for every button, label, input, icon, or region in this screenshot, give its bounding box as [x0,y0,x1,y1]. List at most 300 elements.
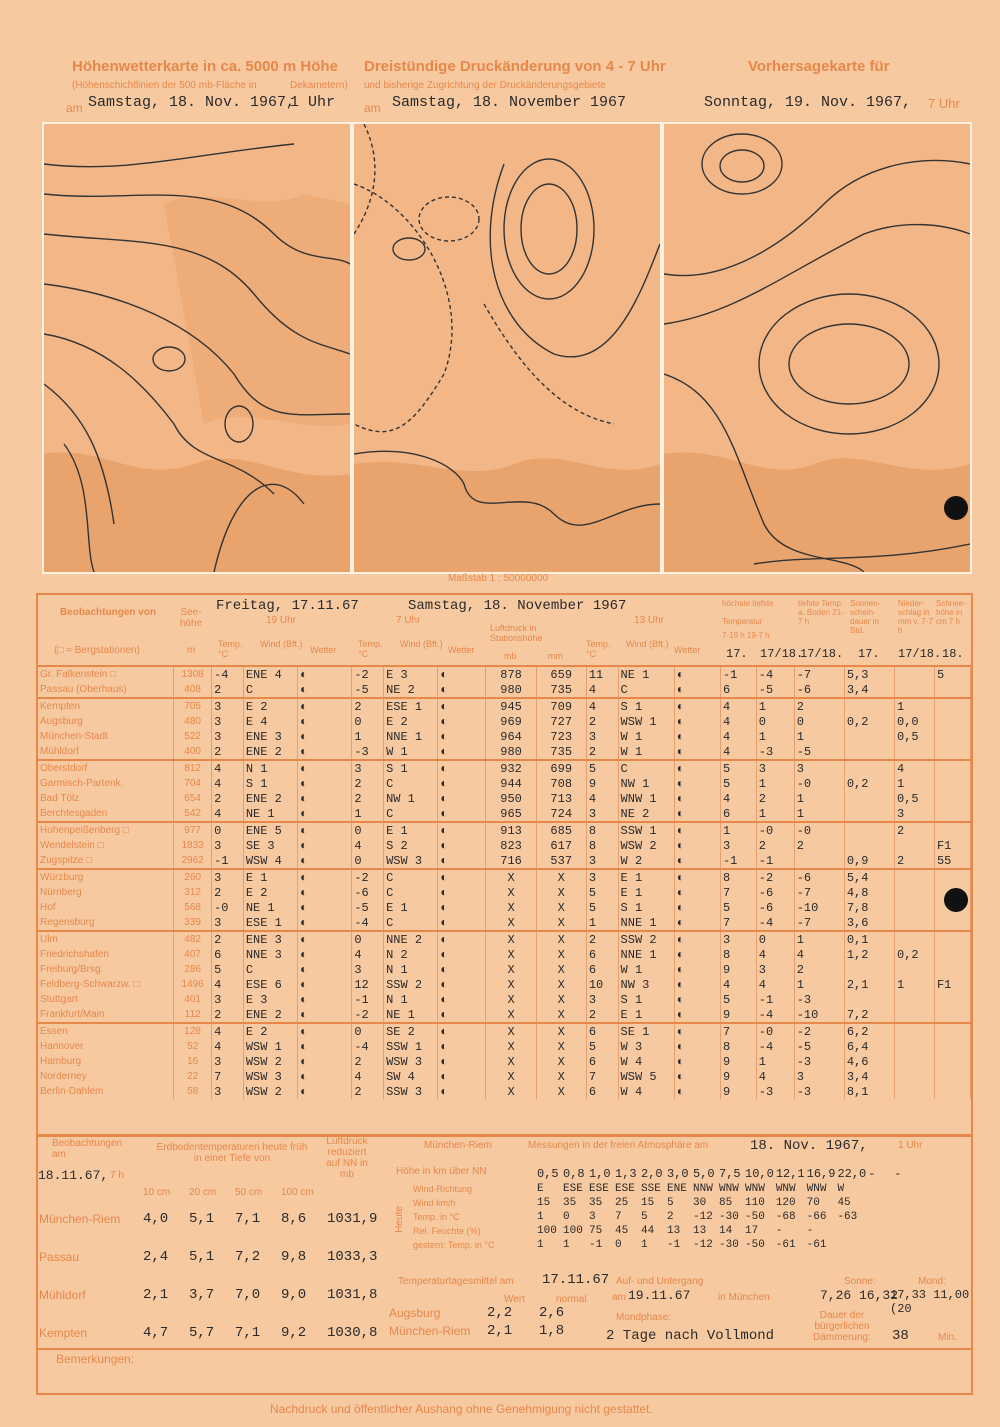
soil-depth: 50 cm [235,1186,263,1198]
station-hi: 7 [720,1023,756,1039]
weather-symbol-icon: ◐ [298,915,352,931]
aloft-value: 1 [641,1239,648,1251]
weather-symbol-icon: ◐ [298,947,352,962]
station-s13w: W 4 [618,1054,674,1069]
station-mm: X [536,931,586,947]
station-rain [895,1084,935,1099]
soil-temp: 2,4 [143,1249,169,1265]
station-sun: 7,8 [844,900,894,915]
station-elev: 16 [174,1054,212,1069]
upper-map-date: Samstag, 18. Nov. 1967, [88,94,296,111]
station-s13w: NE 2 [618,806,674,822]
station-ft: 3 [212,1054,244,1069]
station-hi: 4 [720,977,756,992]
station-snow [934,698,970,714]
aloft-value: -1 [667,1239,681,1251]
soil-row [38,1276,378,1314]
station-snow [934,915,970,931]
tagesmittel-normal: normal [556,1294,587,1305]
upper-map-title: Höhenwetterkarte in ca. 5000 m Höhe [72,58,338,75]
upper-air-map [42,122,352,574]
station-mb: 965 [486,806,536,822]
station-s7t: -2 [352,869,384,885]
station-name: Zugspitze □ [38,853,174,869]
station-s13t: 4 [586,791,618,806]
station-ft: 3 [212,729,244,744]
aloft-row [412,1196,919,1210]
weather-symbol-icon: ◐ [438,853,486,869]
soil-pressure: 1033,3 [327,1249,378,1265]
station-hi: 9 [720,962,756,977]
station-s7t: 4 [352,1069,384,1084]
station-rain: 1 [895,698,935,714]
station-mm: X [536,915,586,931]
station-s13t: 10 [586,977,618,992]
station-sun: 2,1 [844,977,894,992]
weather-symbol-icon: ◐ [674,1054,720,1069]
weather-symbol-icon: ◐ [674,729,720,744]
station-row [38,714,971,729]
station-hi: 5 [720,992,756,1007]
station-s7t: 2 [352,1084,384,1099]
station-name: Augsburg [38,714,174,729]
upper-map-subtitle: (Höhenschichtlinien der 500 mb-Fläche in [72,80,257,91]
station-name: Passau (Oberhaus) [38,682,174,698]
station-s13t: 2 [586,714,618,729]
station-hi: 4 [720,714,756,729]
aloft-value: 85 [719,1197,733,1209]
station-hi: 4 [720,791,756,806]
station-fw: C [243,682,297,698]
station-mm: X [536,885,586,900]
weather-symbol-icon: ◐ [438,744,486,760]
station-snow [934,947,970,962]
station-s13t: 2 [586,744,618,760]
station-lo: 1 [756,729,794,744]
col-hoechste: höchste tiefste [722,599,774,608]
weather-symbol-icon: ◐ [674,791,720,806]
station-s13w: S 1 [618,900,674,915]
station-ft: 3 [212,698,244,714]
soil-temp: 7,2 [235,1249,261,1265]
station-s13t: 4 [586,682,618,698]
col-wind-sat13: Wind (Bft.) [626,639,669,649]
aloft-heute: Heute [394,1206,405,1233]
station-elev: 52 [174,1039,212,1054]
soil-obs-time: 7 h [110,1170,124,1181]
weather-symbol-icon: ◐ [298,760,352,776]
station-ft: 2 [212,682,244,698]
soil-temp: 5,1 [189,1211,215,1227]
weather-symbol-icon: ◐ [674,838,720,853]
aloft-value [867,1182,893,1196]
station-snow [934,931,970,947]
station-sun: 8,1 [844,1084,894,1099]
station-s7t: 2 [352,1054,384,1069]
station-elev: 400 [174,744,212,760]
station-mm: 659 [536,666,586,682]
station-s13w: WSW 1 [618,714,674,729]
station-row [38,900,971,915]
col-tiefste-boden: tiefste Temp. a. Boden 21-7 h [798,599,844,626]
station-lo: -6 [756,900,794,915]
col-temp-fri: Temp. °C [218,639,243,659]
station-elev: 522 [174,729,212,744]
soil-table [38,1184,378,1352]
station-hi: 5 [720,900,756,915]
station-mb: 716 [486,853,536,869]
station-s13t: 5 [586,900,618,915]
station-lo: 2 [756,791,794,806]
aloft-row [412,1224,919,1238]
station-mm: X [536,1007,586,1023]
station-s7t: 0 [352,714,384,729]
station-ft: 2 [212,744,244,760]
station-s7t: -5 [352,682,384,698]
phase-label: Mondphase: [616,1312,672,1323]
station-hi: -1 [720,666,756,682]
station-fw: WSW 4 [243,853,297,869]
station-mb: 964 [486,729,536,744]
station-ft: 3 [212,869,244,885]
station-sun: 0,2 [844,714,894,729]
station-mb: X [486,962,536,977]
col-mm: mm [548,651,563,661]
aloft-value: 35 [563,1197,577,1209]
station-hi: 5 [720,776,756,791]
station-ft: 3 [212,838,244,853]
station-elev: 2962 [174,853,212,869]
aloft-value: 30 [693,1197,707,1209]
aloft-value [867,1238,893,1252]
station-s7w: ESE 1 [384,698,438,714]
station-mm: 727 [536,714,586,729]
map-scale: Maßstab 1 : 50000000 [448,573,549,584]
forecast-map-title: Vorhersagekarte für [748,58,890,75]
station-s13t: 11 [586,666,618,682]
station-bd: 2 [794,698,844,714]
weather-symbol-icon: ◐ [674,682,720,698]
weather-symbol-icon: ◐ [298,1007,352,1023]
station-s7w: C [384,885,438,900]
col-wetter-sat7: Wetter [448,645,475,655]
station-s7w: SSW 1 [384,1039,438,1054]
aloft-height: - [894,1167,902,1181]
station-s7w: E 3 [384,666,438,682]
station-s7t: 12 [352,977,384,992]
station-snow [934,791,970,806]
aloft-value: -50 [745,1211,765,1223]
station-lo: 0 [756,714,794,729]
station-mb: X [486,947,536,962]
friday-time: 19 Uhr [266,615,297,626]
aloft-height: 12,1 [775,1167,805,1181]
weather-symbol-icon: ◐ [298,729,352,744]
station-ft: 0 [212,822,244,838]
weather-symbol-icon: ◐ [298,900,352,915]
station-lo: 0 [756,931,794,947]
station-mb: X [486,1007,536,1023]
soil-row [38,1314,378,1352]
station-bd: -5 [794,744,844,760]
bottom-panel [36,1134,973,1395]
weather-symbol-icon: ◐ [298,977,352,992]
soil-pressure: 1030,8 [327,1325,378,1341]
station-s13t: 3 [586,729,618,744]
station-mb: X [486,900,536,915]
weather-symbol-icon: ◐ [438,1054,486,1069]
aloft-value: ESE [589,1183,609,1195]
aloft-value [893,1224,919,1238]
aloft-title: Messungen in der freien Atmosphäre am [528,1140,709,1151]
station-elev: 977 [174,822,212,838]
forecast-map-date: Sonntag, 19. Nov. 1967, [704,94,912,111]
aloft-value: ENE [667,1183,687,1195]
station-snow [934,1007,970,1023]
aloft-value: 1 [563,1239,570,1251]
station-lo: 3 [756,760,794,776]
aloft-value: NNW [693,1183,713,1195]
station-hi: 5 [720,760,756,776]
sonne-label: Sonne: [844,1276,876,1287]
station-s13w: NW 1 [618,776,674,791]
weather-symbol-icon: ◐ [298,744,352,760]
station-row [38,791,971,806]
aloft-value: ESE [615,1183,635,1195]
aloft-value: 5 [667,1197,674,1209]
aloft-value: 13 [667,1225,681,1237]
weather-symbol-icon: ◐ [674,698,720,714]
station-hi: 6 [720,806,756,822]
station-name: Oberstdorf [38,760,174,776]
tagesmittel-w: 2,2 [487,1305,513,1321]
sunmoon-label: Auf- und Untergang [616,1276,704,1287]
station-s13w: W 4 [618,1084,674,1099]
aloft-value: 5 [641,1211,648,1223]
station-elev: 286 [174,962,212,977]
aloft-value: 0 [615,1239,622,1251]
station-hi: 1 [720,822,756,838]
station-s7t: -4 [352,1039,384,1054]
station-snow [934,729,970,744]
aloft-height: - [868,1167,876,1181]
station-hi: 7 [720,885,756,900]
station-name: Hannover [38,1039,174,1054]
station-bd: -6 [794,682,844,698]
station-elev: 704 [174,776,212,791]
upper-map-time: 1 Uhr [290,94,336,111]
weather-symbol-icon: ◐ [438,776,486,791]
station-s7t: -2 [352,1007,384,1023]
station-mb: 950 [486,791,536,806]
aloft-value: -30 [719,1239,739,1251]
station-rain: 3 [895,806,935,822]
soil-temp: 7,1 [235,1211,261,1227]
col-nieder: Nieder-schlag in mm v. 7-7 h [898,599,933,635]
station-bd: 0 [794,714,844,729]
station-sun: 3,4 [844,1069,894,1084]
weather-symbol-icon: ◐ [674,1007,720,1023]
station-hi: 9 [720,1069,756,1084]
station-bd: -0 [794,822,844,838]
weather-symbol-icon: ◐ [438,900,486,915]
station-s13w: SE 1 [618,1023,674,1039]
weather-symbol-icon: ◐ [674,776,720,791]
station-s13t: 6 [586,1054,618,1069]
station-bd: -7 [794,885,844,900]
station-s7w: NE 2 [384,682,438,698]
aloft-value: WNW [719,1183,739,1195]
aloft-value: 7 [615,1211,622,1223]
station-mm: 724 [536,806,586,822]
station-hi: 4 [720,729,756,744]
station-s13w: W 1 [618,729,674,744]
station-s7w: N 1 [384,992,438,1007]
aloft-value: 45 [615,1225,629,1237]
station-name: Essen [38,1023,174,1039]
station-row [38,744,971,760]
station-fw: ENE 2 [243,791,297,806]
weather-symbol-icon: ◐ [438,1007,486,1023]
weather-symbol-icon: ◐ [438,962,486,977]
station-mm: X [536,977,586,992]
aloft-value: 1 [537,1239,544,1251]
station-mb: 980 [486,744,536,760]
station-fw: E 2 [243,1023,297,1039]
soil-station: München-Riem [39,1212,121,1226]
weather-symbol-icon: ◐ [298,791,352,806]
soil-row [38,1238,378,1276]
station-rain [895,915,935,931]
weather-symbol-icon: ◐ [674,915,720,931]
station-snow [934,776,970,791]
station-row [38,698,971,714]
soil-temp: 5,1 [189,1249,215,1265]
aloft-station: München-Riem [424,1140,492,1151]
aloft-value: 3 [589,1211,596,1223]
weather-symbol-icon: ◐ [298,666,352,682]
station-row [38,1084,971,1099]
tagesmittel-w: 2,1 [487,1323,513,1339]
mond-value: 17,33 11,00 (20 [890,1288,970,1316]
weather-symbol-icon: ◐ [298,776,352,791]
station-s7t: 1 [352,806,384,822]
aloft-value: 35 [589,1197,603,1209]
station-ft: -4 [212,666,244,682]
station-fw: E 3 [243,992,297,1007]
station-s13w: S 1 [618,698,674,714]
soil-station: Kempten [39,1326,88,1340]
station-elev: 260 [174,869,212,885]
tagesmittel-label: Temperaturtagesmittel am [398,1276,514,1287]
station-ft: 4 [212,806,244,822]
aloft-value [893,1196,919,1210]
station-s7w: SE 2 [384,1023,438,1039]
station-s13t: 6 [586,962,618,977]
tagesmittel-wert: Wert [504,1294,525,1305]
aloft-value [867,1210,893,1224]
weather-symbol-icon: ◐ [438,992,486,1007]
station-s7w: NNE 2 [384,931,438,947]
weather-symbol-icon: ◐ [298,992,352,1007]
station-elev: 112 [174,1007,212,1023]
station-row [38,977,971,992]
station-s13t: 1 [586,915,618,931]
station-fw: E 2 [243,698,297,714]
friday-date: Freitag, 17.11.67 [216,598,359,614]
weather-symbol-icon: ◐ [674,1023,720,1039]
soil-row [38,1200,378,1238]
station-ft: 2 [212,1007,244,1023]
aloft-row [412,1210,919,1224]
station-s7t: -1 [352,992,384,1007]
station-rain: 0,5 [895,791,935,806]
station-s7t: 3 [352,760,384,776]
soil-pressure-label: Luftdruck reduziert auf NN in mb [326,1136,368,1180]
aloft-value: -66 [806,1211,827,1223]
station-rain [895,1039,935,1054]
station-s7t: 4 [352,947,384,962]
station-rain [895,900,935,915]
soil-temp: 3,7 [189,1287,215,1303]
aloft-value: 1 [537,1211,544,1223]
aloft-row-label: Wind km/h [413,1198,456,1208]
aloft-height: 22,0 [837,1167,867,1181]
sunmoon-where: in München [718,1292,770,1303]
station-fw: ENE 5 [243,822,297,838]
station-bd: -10 [794,900,844,915]
station-s13w: WSW 5 [618,1069,674,1084]
station-rain: 4 [895,760,935,776]
station-s7t: 2 [352,698,384,714]
sunmoon-am: am [612,1292,626,1303]
station-ft: 7 [212,1069,244,1084]
station-elev: 312 [174,885,212,900]
weather-symbol-icon: ◐ [438,885,486,900]
station-snow [934,760,970,776]
station-fw: ENE 3 [243,729,297,744]
station-bd: 1 [794,977,844,992]
station-bd: 3 [794,1069,844,1084]
soil-temp: 4,0 [143,1211,169,1227]
station-name: Freiburg/Brsg. [38,962,174,977]
aloft-value [836,1238,867,1252]
station-rain: 0,2 [895,947,935,962]
station-elev: 408 [174,682,212,698]
station-fw: S 1 [243,776,297,791]
station-ft: 4 [212,1023,244,1039]
station-elev: 1308 [174,666,212,682]
weather-symbol-icon: ◐ [298,869,352,885]
station-fw: ENE 2 [243,1007,297,1023]
station-row [38,682,971,698]
tagesmittel-name: München-Riem [389,1324,471,1338]
col-wetter-sat13: Wetter [674,645,701,655]
aloft-row [412,1182,919,1196]
station-rain: 2 [895,822,935,838]
station-mm: 735 [536,682,586,698]
tagesmittel-name: Augsburg [389,1306,441,1320]
station-s7w: NNE 1 [384,729,438,744]
weather-symbol-icon: ◐ [438,714,486,729]
aloft-value: 45 [837,1197,851,1209]
station-s13t: 3 [586,992,618,1007]
station-sun [844,729,894,744]
station-elev: 407 [174,947,212,962]
station-row [38,869,971,885]
aloft-value: 44 [641,1225,655,1237]
col-wind-fri: Wind (Bft.) [260,639,303,649]
